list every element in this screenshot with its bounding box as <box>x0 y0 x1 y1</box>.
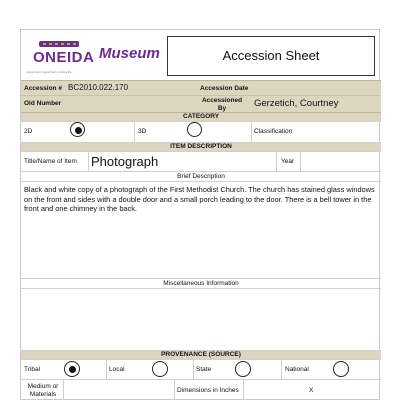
provenance-header: PROVENANCE (SOURCE) <box>21 350 381 359</box>
divider <box>243 379 244 400</box>
category-2d-radio-dot <box>75 127 82 134</box>
dimensions-separator: X <box>309 387 314 394</box>
divider <box>21 181 381 182</box>
divider <box>88 151 89 171</box>
item-description-header: ITEM DESCRIPTION <box>21 142 381 151</box>
divider <box>21 288 381 289</box>
medium-materials-field[interactable] <box>65 382 173 398</box>
brief-description-text[interactable]: Black and white copy of a photograph of the First Methodist Church. The church has stained glass windows on the front and sides with a double door and a small porch leading to the door. There is a bell tower in the front and one chimney in the back. <box>24 185 375 214</box>
accession-date-field[interactable] <box>253 83 373 93</box>
medium-materials-label: Medium or Materials <box>27 383 59 398</box>
title-name-field[interactable]: Photograph <box>91 154 159 169</box>
accession-sheet <box>20 29 380 400</box>
divider <box>21 379 381 380</box>
provenance-tribal-label: Tribal <box>24 366 41 373</box>
divider <box>21 151 381 152</box>
divider <box>134 121 135 142</box>
oneida-logo <box>23 36 109 80</box>
category-header: CATEGORY <box>21 112 381 121</box>
divider <box>21 359 381 360</box>
divider <box>21 278 381 279</box>
old-number-label: Old Number <box>24 100 62 107</box>
accession-date-label: Accession Date <box>200 85 249 92</box>
category-2d-label: 2D <box>24 128 33 135</box>
logo-tagline: A good mind. A good heart. A strong fire. <box>26 71 73 74</box>
provenance-local-radio[interactable] <box>152 361 168 377</box>
title-name-label: Title/Name of Item <box>24 158 77 165</box>
year-field[interactable] <box>303 154 377 168</box>
provenance-local-label: Local <box>109 366 125 373</box>
misc-info-field[interactable] <box>24 292 376 348</box>
divider <box>21 171 381 172</box>
page-title: Accession Sheet <box>222 48 320 63</box>
divider <box>276 151 277 171</box>
divider <box>251 121 252 142</box>
divider <box>300 151 301 171</box>
museum-label: Museum <box>99 45 160 62</box>
provenance-national-radio[interactable] <box>333 361 349 377</box>
year-label: Year <box>281 158 295 165</box>
divider <box>21 112 381 113</box>
divider <box>21 350 381 351</box>
title-box <box>167 36 375 76</box>
divider <box>21 142 381 143</box>
provenance-tribal-radio-dot <box>69 366 76 373</box>
accessioned-by-label: Accessioned By <box>201 97 243 112</box>
provenance-state-radio[interactable] <box>235 361 251 377</box>
accession-number-field[interactable]: BC2010.022.170 <box>68 83 129 92</box>
divider <box>21 95 381 96</box>
provenance-national-label: National <box>285 366 309 373</box>
category-3d-radio[interactable] <box>187 122 202 137</box>
dimensions-label: Dimensions in Inches <box>177 387 239 394</box>
dimensions-width-field[interactable] <box>246 382 306 398</box>
brief-description-label: Brief Description <box>177 173 225 180</box>
divider <box>63 379 64 400</box>
divider <box>21 80 381 81</box>
dimensions-height-field[interactable] <box>319 382 377 398</box>
logo-brand-text: ONEIDA <box>33 49 95 66</box>
divider <box>174 379 175 400</box>
accession-number-label: Accession # <box>24 85 62 92</box>
divider <box>281 359 282 379</box>
misc-info-label: Miscellaneous Information <box>163 280 239 287</box>
classification-field[interactable] <box>306 123 376 137</box>
old-number-field[interactable] <box>68 98 188 108</box>
divider <box>21 121 381 122</box>
accessioned-by-field[interactable]: Gerzetich, Courtney <box>254 98 339 109</box>
divider <box>193 359 194 379</box>
category-3d-label: 3D <box>138 128 147 135</box>
divider <box>106 359 107 379</box>
classification-label: Classification <box>254 128 293 135</box>
provenance-state-label: State <box>196 366 212 373</box>
